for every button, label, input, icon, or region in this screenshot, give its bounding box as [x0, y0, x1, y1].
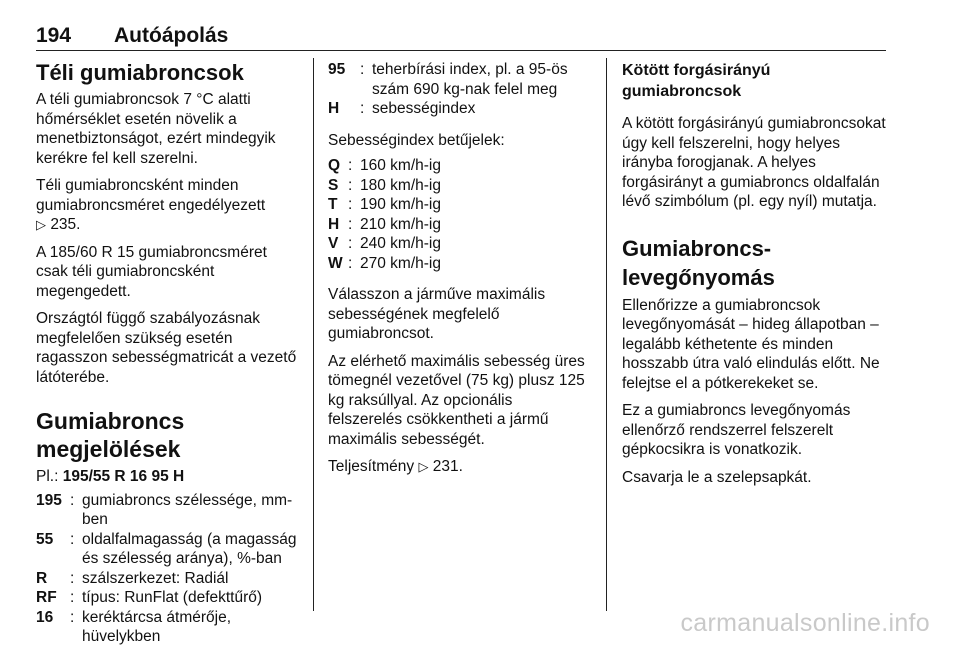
definition-row: 16 : keréktárcsa átmérője, hüvelykben	[36, 608, 298, 647]
term: H	[328, 215, 340, 233]
description: teherbírási index, pl. a 95-ös szám 690 kg-nak felel meg	[372, 61, 568, 98]
paragraph: A 185/60 R 15 gumiabroncsméret csak téli gumiabroncsként megengedett.	[36, 243, 267, 300]
description: sebességindex	[372, 100, 476, 117]
term: 55	[36, 530, 54, 548]
definition-row: 95 : teherbírási index, pl. a 95-ös szám 690 kg-nak felel meg	[328, 60, 590, 99]
description: oldalfalmagasság (a magasság és szélesség aránya), %-ban	[82, 530, 297, 567]
paragraph: Ez a gumiabroncs levegőnyomás ellenőrző rendszerrel felszerelt gépkocsikra is vonatkozik.	[622, 402, 851, 458]
term: W	[328, 254, 343, 272]
definition-row: R : szálszerkezet: Radiál	[36, 569, 298, 589]
paragraph: Az elérhető maximális sebesség üres tömegnél vezetővel (75 kg) plusz 125 kg raksúllyal. Az opcionális felszerelés csökkentheti a jármű maximális sebességét.	[328, 352, 585, 448]
term: R	[36, 569, 48, 587]
description: típus: RunFlat (defekttűrő)	[82, 589, 263, 606]
description: 190 km/h-ig	[360, 196, 441, 213]
definition-row: 195 : gumiabroncs szélessége, mm-ben	[36, 491, 298, 530]
paragraph: Ellenőrizze a gumiabroncsok levegőnyomását – hideg állapotban – legalább kéthetente és minden hosszabb útra való elindulás előtt. Ne felejtse el a pótkerekeket se.	[622, 296, 880, 392]
speed-row: V : 240 km/h-ig	[328, 234, 590, 254]
definition-row: RF : típus: RunFlat (defekttűrő)	[36, 588, 298, 608]
paragraph	[36, 176, 298, 235]
example-line	[36, 467, 298, 487]
speed-row: S : 180 km/h-ig	[328, 176, 590, 196]
performance-ref	[328, 457, 590, 477]
example-prefix: Pl.:	[36, 468, 63, 485]
speed-index-list	[328, 156, 590, 273]
paragraph: Válasszon a járműve maximális sebességének megfelelő gumiabroncsot.	[328, 286, 546, 342]
page-number: 194	[36, 24, 72, 47]
paragraph: Csavarja le a szelepsapkát.	[622, 468, 812, 486]
watermark: carmanualsonline.info	[680, 609, 930, 637]
description: 210 km/h-ig	[360, 215, 441, 233]
arrow-ref-icon: ▷	[418, 459, 429, 474]
description: keréktárcsa átmérője, hüvelykben	[82, 608, 232, 645]
directional-tires-subtitle: Kötött forgásirányú gumiabroncsok	[622, 62, 771, 100]
term: T	[328, 196, 338, 213]
term: RF	[36, 589, 57, 606]
column-divider	[313, 58, 314, 611]
description: gumiabroncs szélessége, mm-ben	[82, 491, 293, 528]
description: 240 km/h-ig	[360, 235, 441, 252]
speed-index-label: Sebességindex betűjelek:	[328, 131, 505, 149]
page-ref-link[interactable]: 231.	[432, 458, 463, 475]
description: 270 km/h-ig	[360, 254, 441, 272]
paragraph: A téli gumiabroncsok 7 °C alatti hőmérséklet esetén növelik a menetbiztonságot, ezért mindegyik kerékre fel kell szerelni.	[36, 91, 276, 167]
term: S	[328, 176, 339, 194]
definition-list	[328, 60, 590, 119]
paragraph-text: Téli gumiabroncsként minden gumiabroncsméret engedélyezett	[36, 177, 266, 214]
term: Q	[328, 157, 341, 174]
column-3	[622, 60, 890, 495]
section-title: Autóápolás	[114, 24, 229, 47]
page-ref-link[interactable]: 235.	[50, 216, 81, 233]
arrow-ref-icon: ▷	[36, 217, 46, 232]
definition-row: H : sebességindex	[328, 99, 590, 119]
speed-row: T : 190 km/h-ig	[328, 195, 590, 215]
performance-text: Teljesítmény	[328, 458, 415, 475]
term: 16	[36, 608, 54, 626]
speed-row: Q : 160 km/h-ig	[328, 156, 590, 176]
term: 195	[36, 491, 62, 509]
column-divider	[606, 58, 607, 611]
term: V	[328, 235, 339, 252]
definition-list	[36, 491, 298, 647]
column-1	[36, 60, 298, 647]
tire-marking-title: Gumiabroncs megjelölések	[36, 408, 185, 462]
term: H	[328, 100, 340, 117]
example-value: 195/55 R 16 95 H	[62, 468, 185, 485]
tire-pressure-title: Gumiabroncs-levegőnyomás	[622, 235, 775, 290]
winter-tires-title: Téli gumiabroncsok	[36, 60, 244, 85]
description: szálszerkezet: Radiál	[82, 569, 229, 587]
column-2	[328, 60, 590, 485]
paragraph: Országtól függő szabályozásnak megfelelően szükség esetén ragasszon sebességmatricát a vezető látóterébe.	[36, 310, 297, 386]
paragraph: A kötött forgásirányú gumiabroncsokat úgy kell felszerelni, hogy helyes irányba forogjanak. A helyes forgásirányt a gumiabroncs oldalfalán lévő szimbólum (pl. egy nyíl) mutatja.	[622, 115, 886, 210]
term: 95	[328, 61, 346, 78]
description: 160 km/h-ig	[360, 157, 441, 174]
definition-row: 55 : oldalfalmagasság (a magasság és szélesség aránya), %-ban	[36, 530, 297, 567]
page-header	[36, 18, 886, 51]
speed-row: H : 210 km/h-ig	[328, 215, 590, 235]
speed-row: W : 270 km/h-ig	[328, 254, 590, 274]
description: 180 km/h-ig	[360, 176, 441, 194]
